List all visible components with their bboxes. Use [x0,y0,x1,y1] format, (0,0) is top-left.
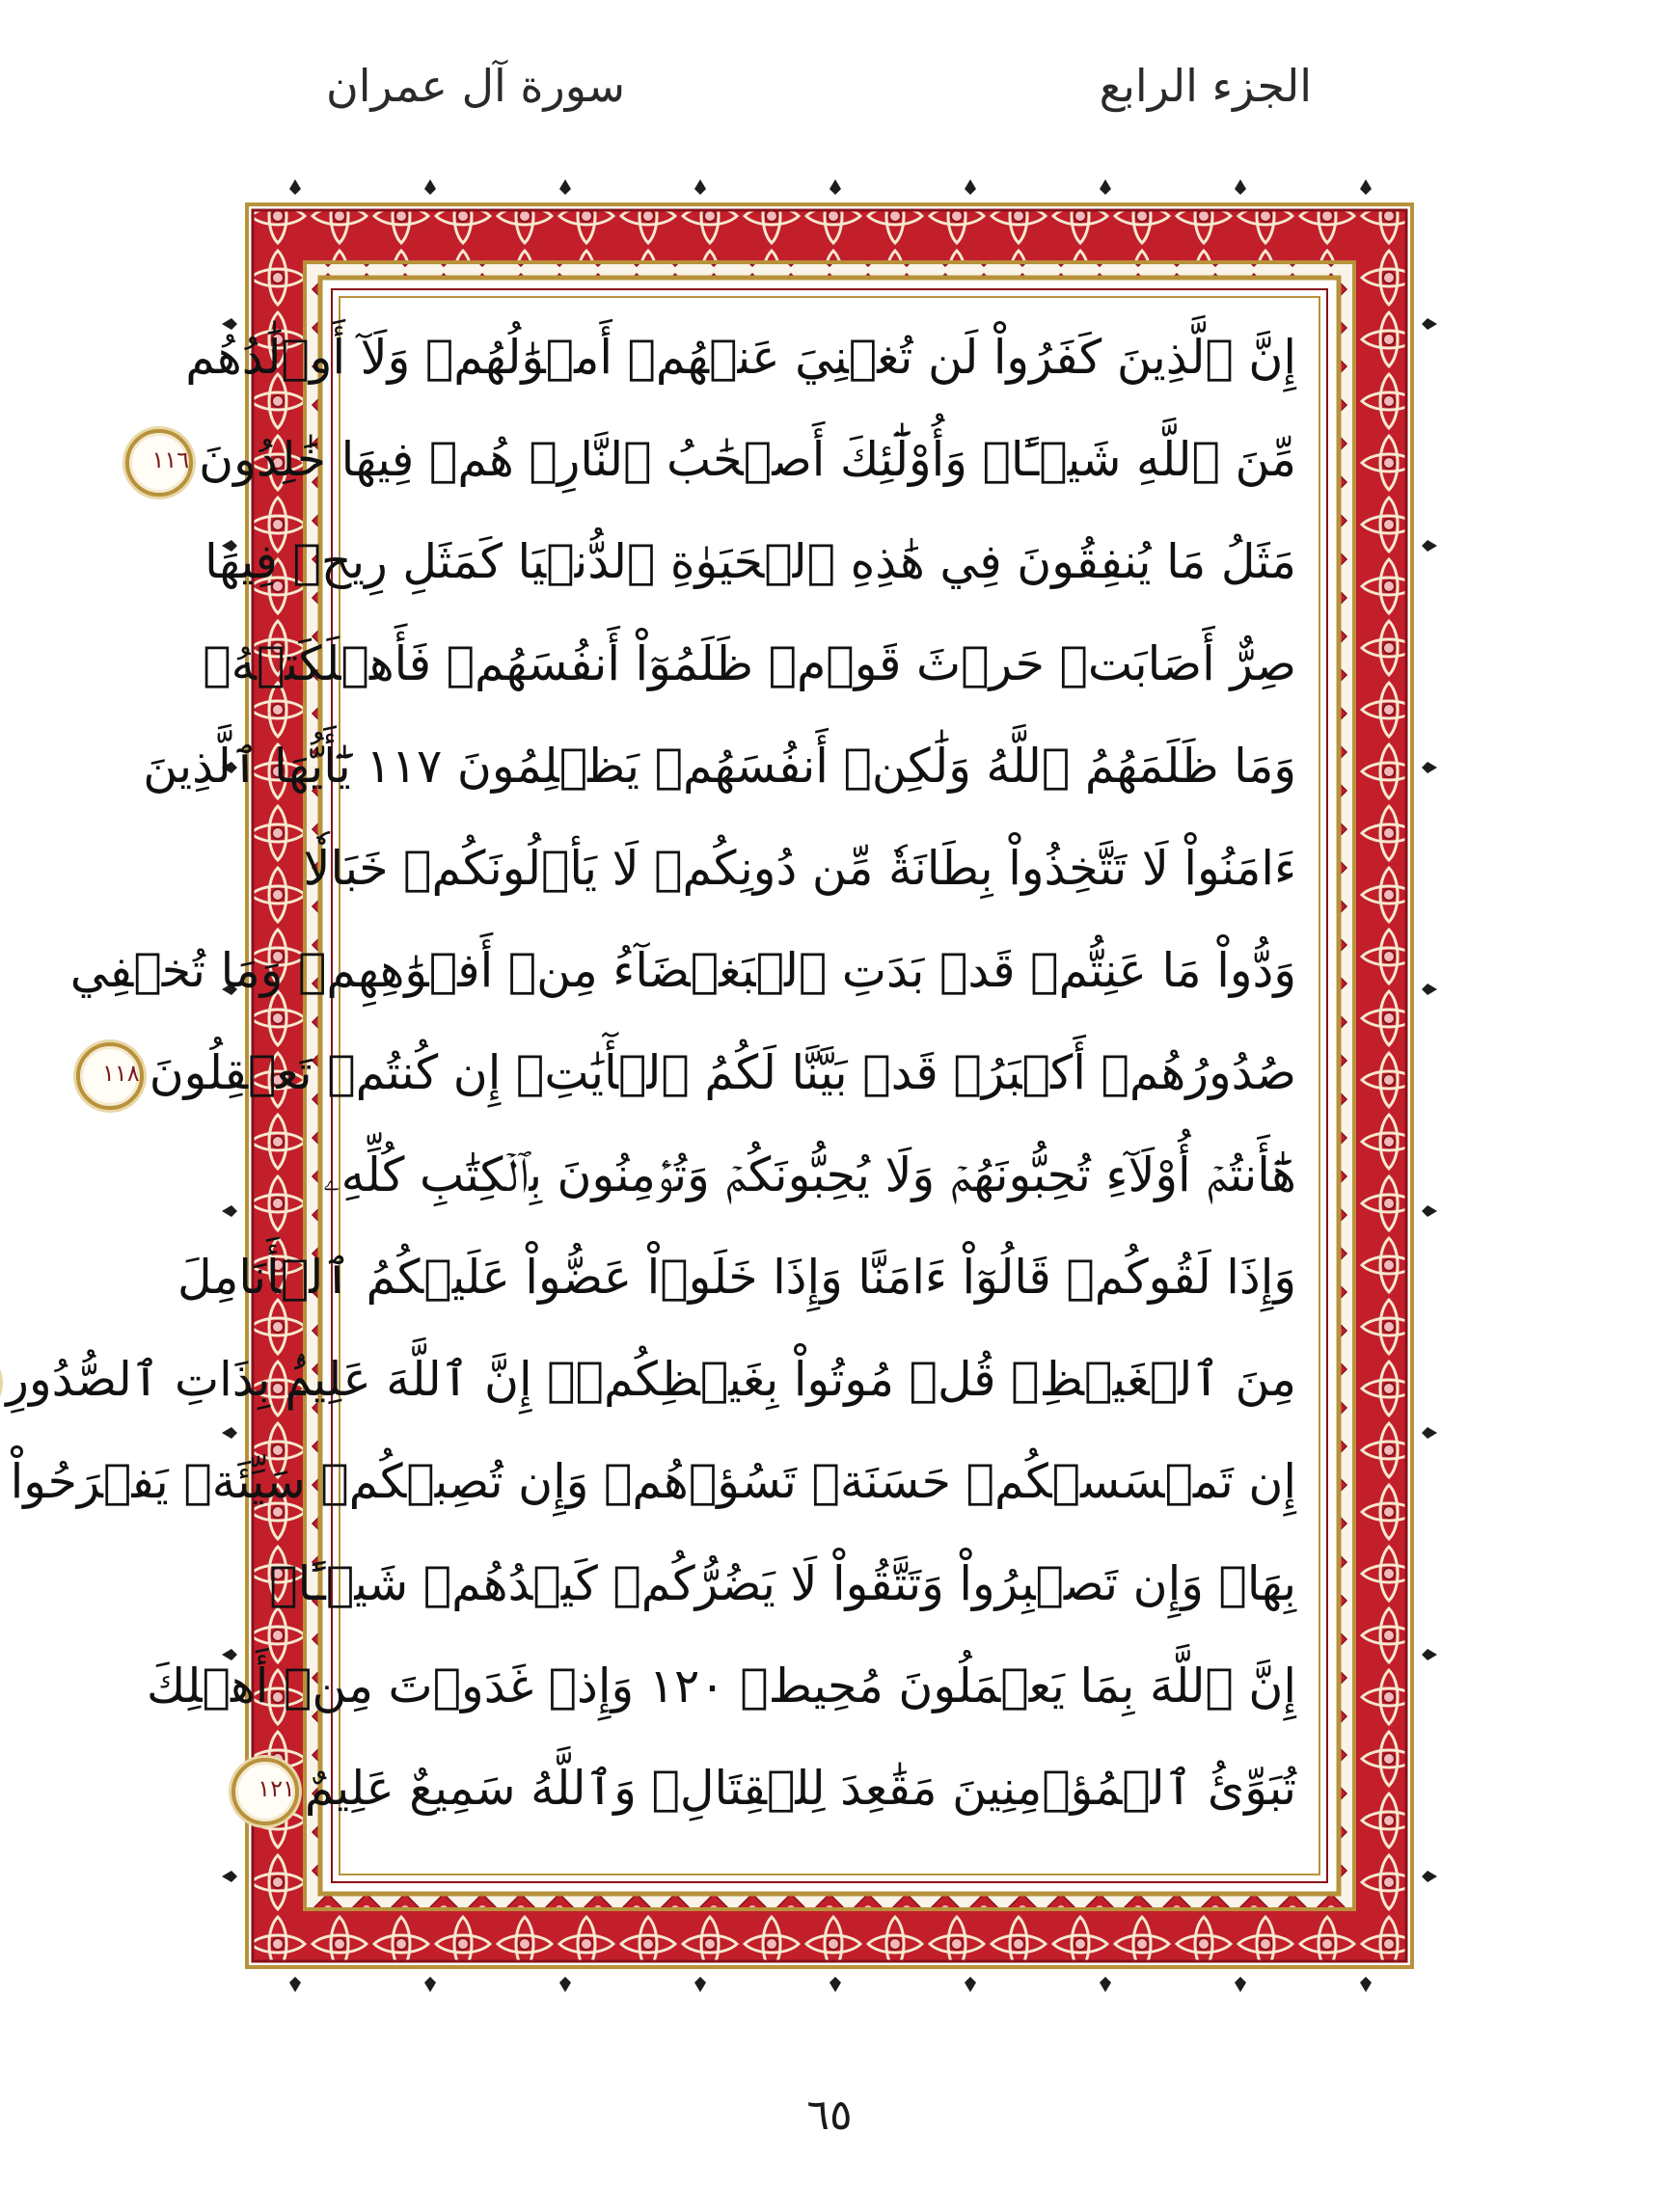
text-line: إِنَّ ٱللَّهَ بِمَا يَعۡمَلُونَ مُحِيطٞ ١٢٠ وَإِذۡ غَدَوۡتَ مِنۡ أَهۡلِكَ [147,1659,1296,1713]
text-line: صِرٌّ أَصَابَتۡ حَرۡثَ قَوۡمٖ ظَلَمُوٓاْ أَنفُسَهُمۡ فَأَهۡلَكَتۡهُۚ [203,636,1296,691]
text-line: ءَامَنُواْ لَا تَتَّخِذُواْ بِطَانَةٗ مِّن دُونِكُمۡ لَا يَأۡلُونَكُمۡ خَبَالٗا [303,841,1296,896]
juz-title: الجزء الرابع [1099,60,1312,112]
text-line: مِّنَ ٱللَّهِ شَيۡـًٔاۖ وَأُوْلَٰٓئِكَ أَصۡحَٰبُ ٱلنَّارِۚ هُمۡ فِيهَا خَٰلِدُونَ١١٦ [365,411,1296,509]
ayah-number-marker: ١٢١ [231,1758,299,1825]
quran-text-block [6,309,1296,1867]
text-line: وَمَا ظَلَمَهُمُ ٱللَّهُ وَلَٰكِنۡ أَنفُسَهُمۡ يَظۡلِمُونَ ١١٧ يَٰٓأَيُّهَا ٱلَّذِينَ [143,739,1296,794]
text-line: صُدُورُهُمۡ أَكۡبَرُۚ قَدۡ بَيَّنَّا لَكُمُ ٱلۡأٓيَٰتِۖ إِن كُنتُمۡ تَعۡقِلُونَ١١٨ [365,1024,1296,1122]
text-line: هَٰٓأَنتُمۡ أُوْلَآءِ تُحِبُّونَهُمۡ وَلَا يُحِبُّونَكُمۡ وَتُؤۡمِنُونَ بِٱلۡكِتَٰبِ كُلِّهِۦ [323,1147,1296,1202]
text-line: وَدُّواْ مَا عَنِتُّمۡ قَدۡ بَدَتِ ٱلۡبَغۡضَآءُ مِنۡ أَفۡوَٰهِهِمۡ وَمَا تُخۡفِي [69,943,1296,998]
text-line: مَثَلُ مَا يُنفِقُونَ فِي هَٰذِهِ ٱلۡحَيَوٰةِ ٱلدُّنۡيَا كَمَثَلِ رِيحٖ فِيهَا [204,534,1296,589]
text-line: وَإِذَا لَقُوكُمۡ قَالُوٓاْ ءَامَنَّا وَإِذَا خَلَوۡاْ عَضُّواْ عَلَيۡكُمُ ٱلۡأَنَامِلَ [177,1250,1296,1305]
text-line: إِنَّ ٱلَّذِينَ كَفَرُواْ لَن تُغۡنِيَ عَنۡهُمۡ أَمۡوَٰلُهُمۡ وَلَآ أَوۡلَٰدُهُم [185,330,1296,385]
text-line: مِنَ ٱلۡغَيۡظِۚ قُلۡ مُوتُواْ بِغَيۡظِكُمۡۗ إِنَّ ٱللَّهَ عَلِيمُۢ بِذَاتِ ٱلصُّدُورِ [365,1331,1296,1429]
ayah-number-marker: ١١٨ [76,1042,144,1110]
page-number: ٦٥ [806,2091,853,2140]
surah-title: سورة آل عمران [326,60,626,112]
ayah-number-marker: ١١٦ [125,429,193,497]
text-line: تُبَوِّئُ ٱلۡمُؤۡمِنِينَ مَقَٰعِدَ لِلۡقِتَالِۗ وَٱللَّهُ سَمِيعٌ عَلِيمٌ١٢١ [365,1740,1296,1838]
text-line: بِهَاۖ وَإِن تَصۡبِرُواْ وَتَتَّقُواْ لَا يَضُرُّكُمۡ كَيۡدُهُمۡ شَيۡـًٔاۗ [269,1556,1296,1611]
text-line: إِن تَمۡسَسۡكُمۡ حَسَنَةٞ تَسُؤۡهُمۡ وَإِن تُصِبۡكُمۡ سَيِّئَةٞ يَفۡرَحُواْ [10,1454,1296,1509]
